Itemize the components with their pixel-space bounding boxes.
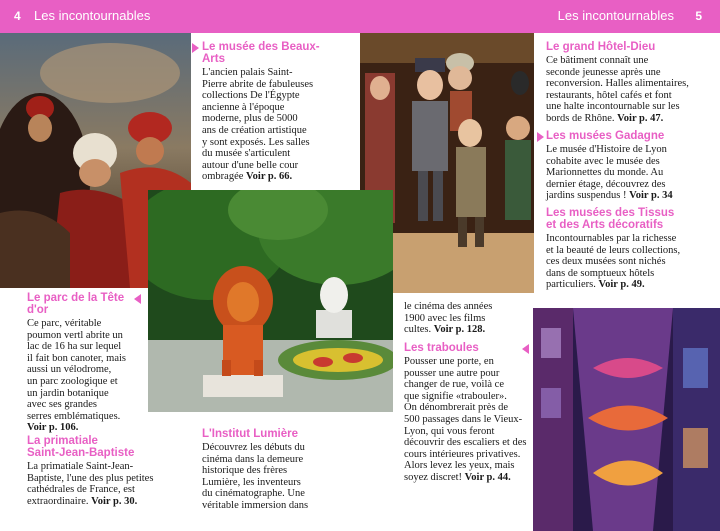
- section-lumiere-continued: [404, 299, 534, 336]
- section-tissus: [546, 207, 718, 291]
- primatiale-text: La primatiale Saint-Jean- Baptiste, l'une des plus petites cathédrales de France, est extraordinaire. Voir p. 30.: [27, 461, 154, 507]
- section-beaux-arts: [202, 41, 358, 183]
- parc-title: Le parc de la Tête d'or: [27, 292, 125, 316]
- hotel-dieu-ref: Voir p. 47.: [617, 112, 664, 124]
- left-running-title: Les incontournables: [34, 8, 151, 23]
- beaux-arts-title: Le musée des Beaux- Arts: [202, 41, 320, 65]
- traboule-staircase-photo: [533, 308, 720, 531]
- lumiere-title: L'Institut Lumière: [202, 428, 299, 440]
- tissus-text: Incontournables par la richesse et la beauté de leurs collections, ces deux musées sont nichés dans de somptueux hôtels particuliers. Voir p. 49.: [546, 233, 681, 291]
- gadagne-text: Le musée d'Histoire de Lyon cohabite avec le musée des Marionnettes du monde. Au dernier étage, découvrez des jardins suspendus ! Voir p. 34: [546, 144, 673, 202]
- pointer-gadagne-icon: [537, 132, 544, 142]
- gadagne-ref: Voir p. 34: [629, 190, 673, 202]
- left-page-number: 4: [14, 9, 21, 23]
- lumiere-ref: Voir p. 128.: [433, 324, 486, 336]
- tissus-ref: Voir p. 49.: [598, 279, 645, 291]
- tissus-title: Les musées des Tissus et des Arts décoratifs: [546, 207, 675, 231]
- page-header: [0, 0, 720, 33]
- primatiale-ref: Voir p. 30.: [91, 495, 138, 507]
- section-gadagne: [546, 130, 718, 202]
- gadagne-title: Les musées Gadagne: [546, 130, 665, 142]
- traboules-title: Les traboules: [404, 342, 479, 354]
- pointer-beaux-arts-icon: [192, 43, 199, 53]
- primatiale-title: La primatiale Saint-Jean-Baptiste: [27, 435, 135, 459]
- lumiere-continued-text: le cinéma des années 1900 avec les films cultes. Voir p. 128.: [404, 301, 493, 336]
- lumiere-text: Découvrez les débuts du cinéma dans la demeure historique des frères Lumière, les inventeurs du cinématographe. Une véritable immersion dans: [202, 442, 309, 511]
- right-running-title: Les incontournables: [557, 8, 674, 23]
- beaux-arts-ref: Voir p. 66.: [246, 171, 293, 183]
- section-parc: [27, 292, 147, 434]
- traboules-text: Pousser une porte, en pousser une autre pour changer de rue, voilà ce que signifie «trabouler». On dénombrerait près de 500 passages dans le Vieux- Lyon, qui vous feront découvrir des escaliers et des cours intérieures privatives. Alors levez les yeux, mais soyez discret! Voir p. 44.: [404, 356, 527, 483]
- section-hotel-dieu: [546, 41, 718, 125]
- section-lumiere: [202, 428, 352, 512]
- section-primatiale: [27, 435, 187, 507]
- parc-text: Ce parc, véritable poumon vertl abrite un lac de 16 ha sur lequel il fait bon canoter, mais aussi un vélodrome, un parc zoologique et un jardin botanique avec ses grandes serres emblématiques. Voir p. 106.: [27, 318, 127, 434]
- traboules-ref: Voir p. 44.: [464, 471, 511, 483]
- parc-ref: Voir p. 106.: [27, 422, 79, 434]
- hotel-dieu-text: Ce bâtiment connaît une seconde jeunesse après une reconversion. Halles alimentaires, restaurants, hôtel cafés et font une halte incontournable sur les bords de Rhône. Voir p. 47.: [546, 55, 689, 124]
- right-page-number: 5: [695, 9, 702, 23]
- park-lion-photo: [148, 190, 393, 412]
- hotel-dieu-title: Le grand Hôtel-Dieu: [546, 41, 656, 53]
- beaux-arts-text: L'ancien palais Saint- Pierre abrite de fabuleuses collections De l'Égypte ancienne à l'époque moderne, plus de 5000 ans de création artistique y sont exposés. Les salles du musée s'articulent autour d'une belle cour ombragée Voir p. 66.: [202, 67, 314, 183]
- section-traboules: [404, 342, 532, 484]
